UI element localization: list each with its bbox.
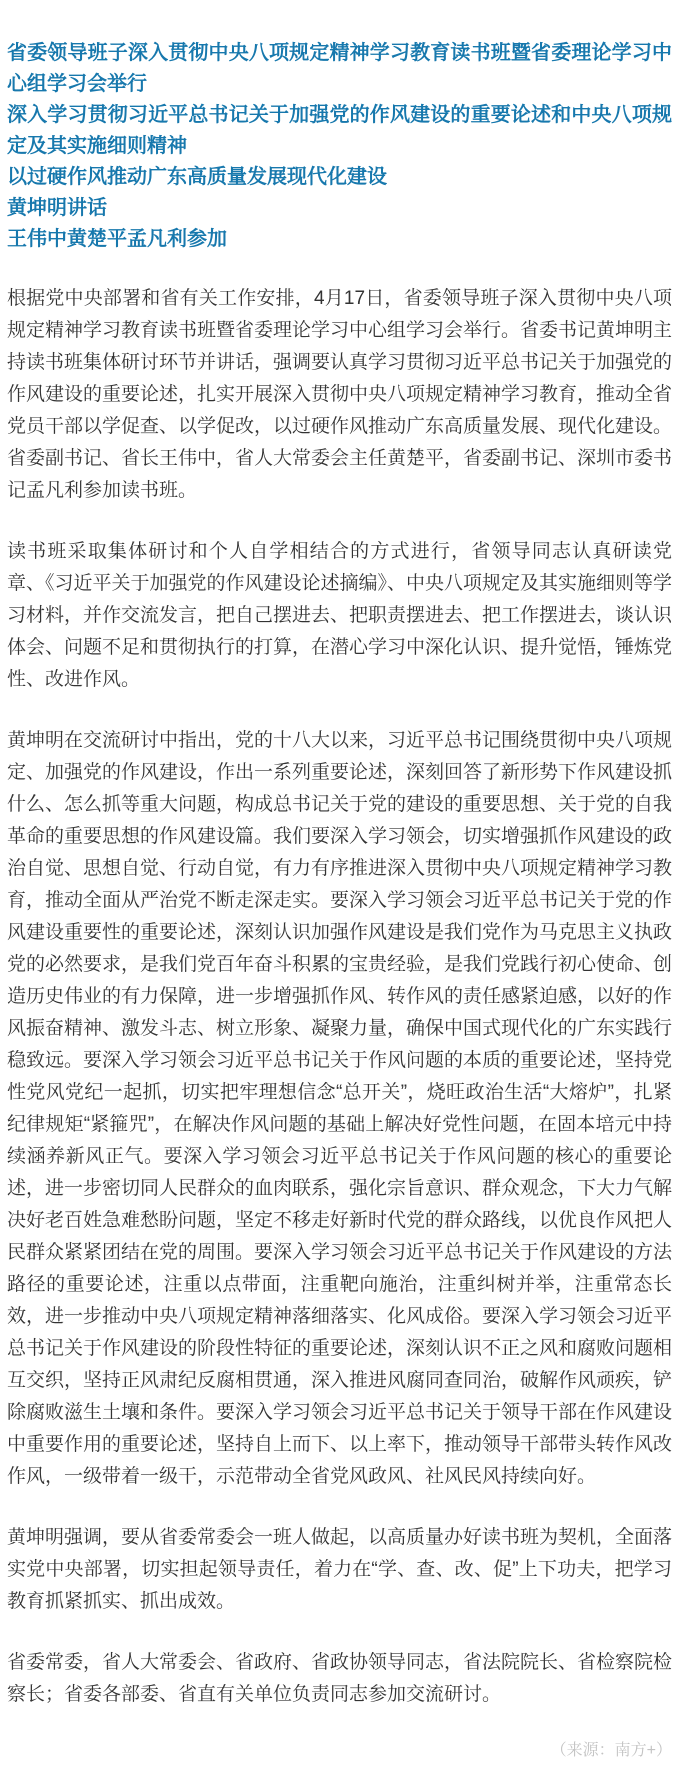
paragraph-2: 读书班采取集体研讨和个人自学相结合的方式进行，省领导同志认真研读党章、《习近平关于加强党的作风建设论述摘编》、中央八项规定及其实施细则等学习材料，并作交流发言，把自己摆进去、把职责摆进去、把工作摆进去，谈认识体会、问题不足和贯彻执行的打算，在潜心学习中深化认识、提升觉悟，锤炼党性、改进作风。 bbox=[7, 541, 673, 690]
headline-line-3: 以过硬作风推动广东高质量发展现代化建设 bbox=[7, 166, 387, 188]
paragraph-4: 黄坤明强调，要从省委常委会一班人做起，以高质量办好读书班为契机，全面落实党中央部署，切实担起领导责任，着力在“学、查、改、促”上下功夫，把学习教育抓紧抓实、抓出成效。 bbox=[7, 1527, 673, 1612]
paragraph-5: 省委常委，省人大常委会、省政府、省政协领导同志，省法院院长、省检察院检察长；省委各部委、省直有关单位负责同志参加交流研讨。 bbox=[7, 1652, 673, 1705]
headline-line-1: 省委领导班子深入贯彻中央八项规定精神学习教育读书班暨省委理论学习中心组学习会举行 bbox=[7, 42, 672, 95]
paragraph-3: 黄坤明在交流研讨中指出，党的十八大以来，习近平总书记围绕贯彻中央八项规定、加强党的作风建设，作出一系列重要论述，深刻回答了新形势下作风建设抓什么、怎么抓等重大问题，构成总书记关于党的建设的重要思想、关于党的自我革命的重要思想的作风建设篇。我们要深入学习领会，切实增强抓作风建设的政治自觉、思想自觉、行动自觉，有力有序推进深入贯彻中央八项规定精神学习教育，推动全面从严治党不断走深走实。要深入学习领会习近平总书记关于党的作风建设重要性的重要论述，深刻认识加强作风建设是我们党作为马克思主义执政党的必然要求，是我们党百年奋斗积累的宝贵经验，是我们党践行初心使命、创造历史伟业的有力保障，进一步增强抓作风、转作风的责任感紧迫感，以好的作风振奋精神、激发斗志、树立形象、凝聚力量，确保中国式现代化的广东实践行稳致远。要深入学习领会习近平总书记关于作风问题的本质的重要论述，坚持党性党风党纪一起抓，切实把牢理想信念“总开关”，烧旺政治生活“大熔炉”，扎紧纪律规矩“紧箍咒”，在解决作风问题的基础上解决好党性问题，在固本培元中持续涵养新风正气。要深入学习领会习近平总书记关于作风问题的核心的重要论述，进一步密切同人民群众的血肉联系，强化宗旨意识、群众观念，下大力气解决好老百姓急难愁盼问题，坚定不移走好新时代党的群众路线，以优良作风把人民群众紧紧团结在党的周围。要深入学习领会习近平总书记关于作风建设的方法路径的重要论述，注重以点带面，注重靶向施治，注重纠树并举，注重常态长效，进一步推动中央八项规定精神落细落实、化风成俗。要深入学习领会习近平总书记关于作风建设的阶段性特征的重要论述，深刻认识不正之风和腐败问题相互交织，坚持正风肃纪反腐相贯通，深入推进风腐同查同治，破解作风顽疾，铲除腐败滋生土壤和条件。要深入学习领会习近平总书记关于领导干部在作风建设中重要作用的重要论述，坚持自上而下、以上率下，推动领导干部带头转作风改作风，一级带着一级干，示范带动全省党风政风、社风民风持续向好。 bbox=[7, 730, 673, 1487]
article-body bbox=[7, 283, 672, 1711]
paragraph-1: 根据党中央部署和省有关工作安排，4月17日，省委领导班子深入贯彻中央八项规定精神学习教育读书班暨省委理论学习中心组学习会举行。省委书记黄坤明主持读书班集体研讨环节并讲话，强调要认真学习贯彻习近平总书记关于加强党的作风建设的重要论述，扎实开展深入贯彻中央八项规定精神学习教育，推动全省党员干部以学促查、以学促改，以过硬作风推动广东高质量发展、现代化建设。省委副书记、省长王伟中，省人大常委会主任黄楚平，省委副书记、深圳市委书记孟凡利参加读书班。 bbox=[7, 288, 673, 501]
source-attribution: （来源：南方+） bbox=[550, 1742, 672, 1759]
headline-line-5: 王伟中黄楚平孟凡利参加 bbox=[7, 228, 227, 250]
headline-line-2: 深入学习贯彻习近平总书记关于加强党的作风建设的重要论述和中央八项规定及其实施细则精神 bbox=[7, 104, 672, 157]
headline-line-4: 黄坤明讲话 bbox=[7, 197, 107, 219]
article-headline bbox=[7, 38, 672, 255]
